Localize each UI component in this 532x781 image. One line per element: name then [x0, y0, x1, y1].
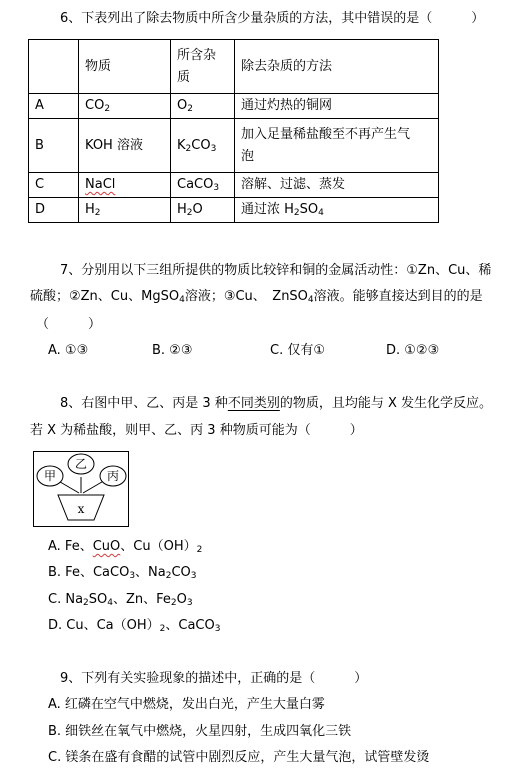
- row-substance: NaCl: [79, 173, 171, 198]
- question-8-line-2: 若 X 为稀盐酸，则甲、乙、丙 3 种物质可能为（ ）: [30, 423, 363, 438]
- impurity-removal-table: [28, 39, 439, 223]
- question-8-line-1: 8、右图中甲、乙、丙是 3 种不同类别的物质，且均能与 X 发生化学反应。: [60, 396, 492, 411]
- row-letter: A: [29, 94, 79, 119]
- table-row: [29, 198, 439, 223]
- table-row: [29, 94, 439, 119]
- table-row: [29, 119, 439, 173]
- header-impurity: 所含杂 质: [171, 40, 235, 94]
- q8-option-d: D. Cu、$Ca(OH)_2$、CaCO$_3$: [48, 618, 221, 634]
- q7-option-d: D. ①②③: [386, 343, 440, 358]
- row-method: 通过浓 $H_2SO_4$: [235, 198, 439, 223]
- question-6-stem: 6、下表列出了除去物质中所含少量杂质的方法，其中错误的是（ ）: [60, 11, 485, 26]
- q7-option-a: A. ①③: [48, 343, 89, 358]
- row-letter: D: [29, 198, 79, 223]
- row-substance: $CO_2$: [79, 94, 171, 119]
- figure-label-middle: 乙: [74, 457, 88, 471]
- q9-option-c: C. 镁条在盛有食醋的试管中剧烈反应，产生大量气泡，试管壁发烫: [48, 750, 430, 765]
- q7-option-c: C. 仅有①: [270, 343, 325, 358]
- row-method: 溶解、过滤、蒸发: [235, 173, 439, 198]
- row-impurity: $O_2$: [171, 94, 235, 119]
- q8-option-c: C. $Na_2SO_4$、Zn、$Fe_2O_3$: [48, 592, 193, 608]
- question-7-line-2: 硫酸；②Zn、Cu、MgSO$_4$溶液；③Cu、 ZnSO$_4$溶液。能够直接达到目的的是: [30, 289, 483, 305]
- header-blank-cell: [29, 40, 79, 94]
- row-substance: KOH 溶液: [79, 119, 171, 173]
- figure-label-right: 丙: [106, 469, 120, 483]
- question-7-line-1: 7、分别用以下三组所提供的物质比较锌和铜的金属活动性：①Zn、Cu、稀: [60, 263, 492, 278]
- row-method: 加入足量稀盐酸至不再产生气 泡: [235, 119, 439, 173]
- question-7-blank: （ ）: [36, 317, 102, 332]
- q9-option-a: A. 红磷在空气中燃烧，发出白光，产生大量白雾: [48, 697, 325, 712]
- header-method: 除去杂质的方法: [235, 40, 439, 94]
- q8-option-a: A. Fe、CuO、$Cu(OH)_2$: [48, 539, 203, 555]
- row-letter: C: [29, 173, 79, 198]
- q8-option-b: B. Fe、CaCO$_3$、$Na_2CO_3$: [48, 565, 197, 581]
- row-letter: B: [29, 119, 79, 173]
- question-9-stem: 9、下列有关实验现象的描述中，正确的是（ ）: [60, 671, 368, 686]
- figure-label-pot: x: [77, 502, 85, 516]
- row-impurity: CaCO$_3$: [171, 173, 235, 198]
- figure-label-left: 甲: [43, 469, 57, 483]
- table-header-row: [29, 40, 439, 94]
- row-impurity: $K_2CO_3$: [171, 119, 235, 173]
- row-method: 通过灼热的铜网: [235, 94, 439, 119]
- row-impurity: $H_2O$: [171, 198, 235, 223]
- q7-option-b: B. ②③: [152, 343, 193, 358]
- row-substance: $H_2$: [79, 198, 171, 223]
- table-row: [29, 173, 439, 198]
- q9-option-b: B. 细铁丝在氧气中燃烧，火星四射，生成四氧化三铁: [48, 724, 352, 739]
- header-substance: 物质: [79, 40, 171, 94]
- flower-pot-figure: [33, 451, 129, 527]
